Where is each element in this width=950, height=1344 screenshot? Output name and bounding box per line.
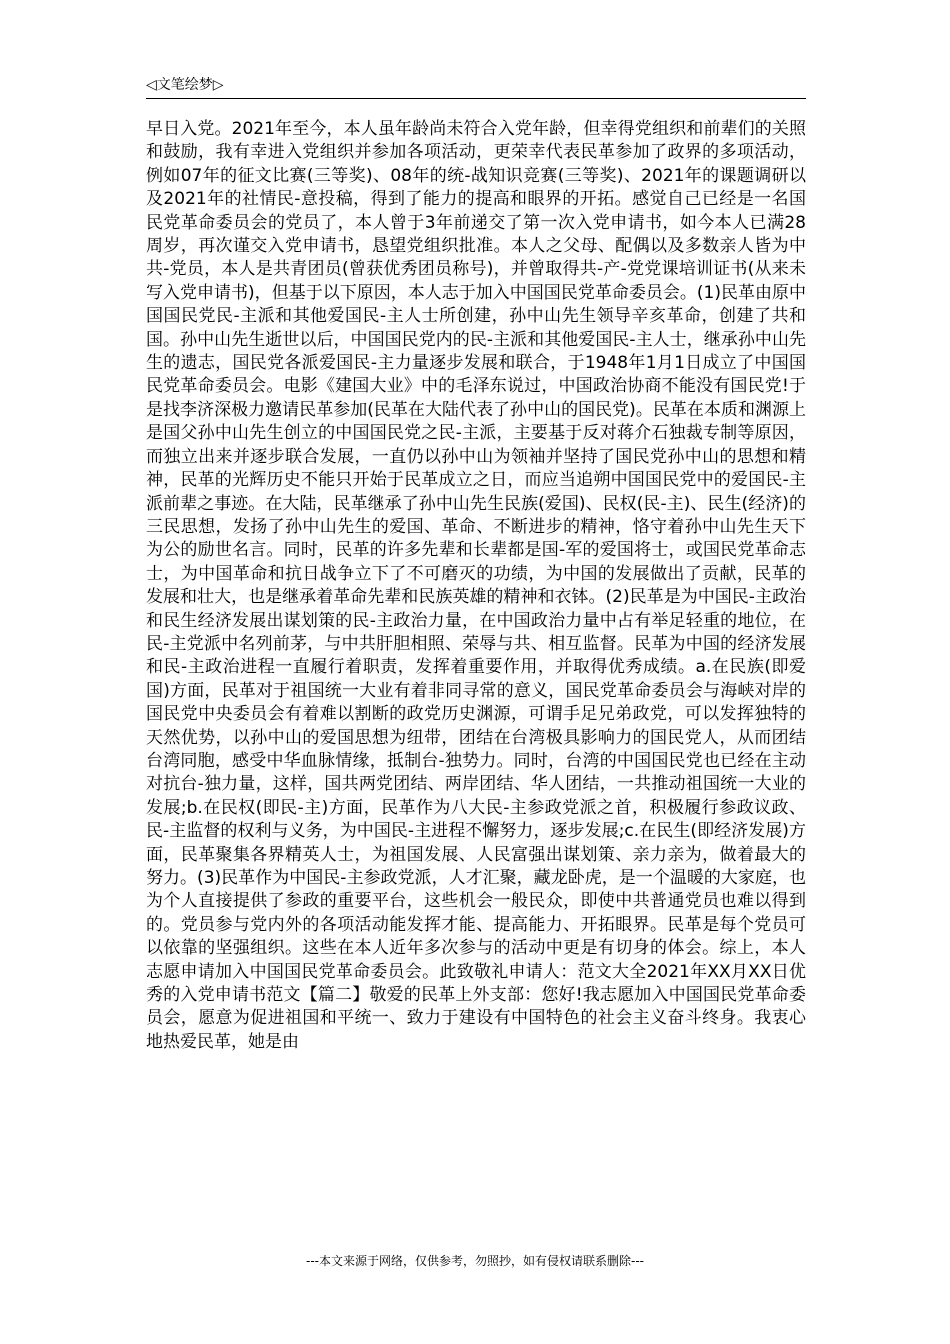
- document-body: 早日入党。2021年至今，本人虽年龄尚未符合入党年龄，但幸得党组织和前辈们的关照和鼓励，我有幸进入党组织并参加各项活动，更荣幸代表民革参加了政界的多项活动，例如07年的征文比赛(三等奖)、08年的统-战知识竞赛(三等奖)、2021年的课题调研以及2021年的社情民-意投稿，得到了能力的提高和眼界的开拓。感觉自己已经是一名国民党革命委员会的党员了，本人曾于3年前递交了第一次入党申请书，如今本人已满28周岁，再次谨交入党申请书，恳望党组织批准。本人之父母、配偶以及多数亲人皆为中共-党员，本人是共青团员(曾获优秀团员称号)，并曾取得共-产-党党课培训证书(从来未写入党申请书)，但基于以下原因，本人志于加入中国国民党革命委员会。(1)民革由原中国国民党民-主派和其他爱国民-主人士所创建，孙中山先生领导辛亥革命，创建了共和国。孙中山先生逝世以后，中国国民党内的民-主派和其他爱国民-主人士，继承孙中山先生的遗志，国民党各派爱国民-主力量逐步发展和联合，于1948年1月1日成立了中国国民党革命委员会。电影《建国大业》中的毛泽东说过，中国政治协商不能没有国民党!于是找李济深极力邀请民革参加(民革在大陆代表了孙中山的国民党)。民革在本质和渊源上是国父孙中山先生创立的中国国民党之民-主派，主要基于反对蒋介石独裁专制等原因，而独立出来并逐步联合发展，一直仍以孙中山为领袖并坚持了国民党孙中山的思想和精神，民革的光辉历史不能只开始于民革成立之日，而应当追朔中国国民党中的爱国民-主派前辈之事迹。在大陆，民革继承了孙中山先生民族(爱国)、民权(民-主)、民生(经济)的三民思想，发扬了孙中山先生的爱国、革命、不断进步的精神，恪守着孙中山先生天下为公的励世名言。同时，民革的许多先辈和长辈都是国-军的爱国将士，或国民党革命志士，为中国革命和抗日战争立下了不可磨灭的功绩，为中国的发展做出了贡献，民革的发展和壮大，也是继承着革命先辈和民族英雄的精神和衣钵。(2)民革是为中国民-主政治和民生经济发展出谋划策的民-主政治力量，在中国政治力量中占有举足轻重的地位，在民-主党派中名列前茅，与中共肝胆相照、荣辱与共、相互监督。民革为中国的经济发展和民-主政治进程一直履行着职责，发挥着重要作用，并取得优秀成绩。a.在民族(即爱国)方面，民革对于祖国统一大业有着非同寻常的意义，国民党革命委员会与海峡对岸的国民党中央委员会有着难以割断的政党历史渊源，可谓手足兄弟政党，可以发挥独特的天然优势，以孙中山的爱国思想为纽带，团结在台湾极具影响力的国民党人，从而团结台湾同胞，感受中华血脉情缘，抵制台-独势力。同时，台湾的中国国民党也已经在主动对抗台-独力量，这样，国共两党团结、两岸团结、华人团结，一共推动祖国统一大业的发展;b.在民权(即民-主)方面，民革作为八大民-主参政党派之首，积极履行参政议政、民-主监督的权利与义务，为中国民-主进程不懈努力，逐步发展;c.在民生(即经济发展)方面，民革聚集各界精英人士，为祖国发展、人民富强出谋划策、亲力亲为，做着最大的努力。(3)民革作为中国民-主参政党派，人才汇聚，藏龙卧虎，是一个温暖的大家庭，也为个人直接提供了参政的重要平台，这些机会一般民众，即使中共普通党员也难以得到的。党员参与党内外的各项活动能发挥才能、提高能力、开拓眼界。民革是每个党员可以依靠的坚强组织。这些在本人近年多次参与的活动中更是有切身的体会。综上，本人志愿申请加入中国国民党革命委员会。此致敬礼申请人：范文大全2021年XX月XX日优秀的入党申请书范文【篇二】敬爱的民革上外支部：您好!我志愿加入中国国民党革命委员会，愿意为促进祖国和平统一、致力于建设有中国特色的社会主义奋斗终身。我衷心地热爱民革，她是由: [146, 119, 806, 1052]
- page-header: [146, 74, 806, 99]
- page-footer: ---本文来源于网络，仅供参考，勿照抄，如有侵权请联系删除---: [306, 1254, 644, 1268]
- header-title: ◁文笔绘梦▷: [146, 77, 224, 93]
